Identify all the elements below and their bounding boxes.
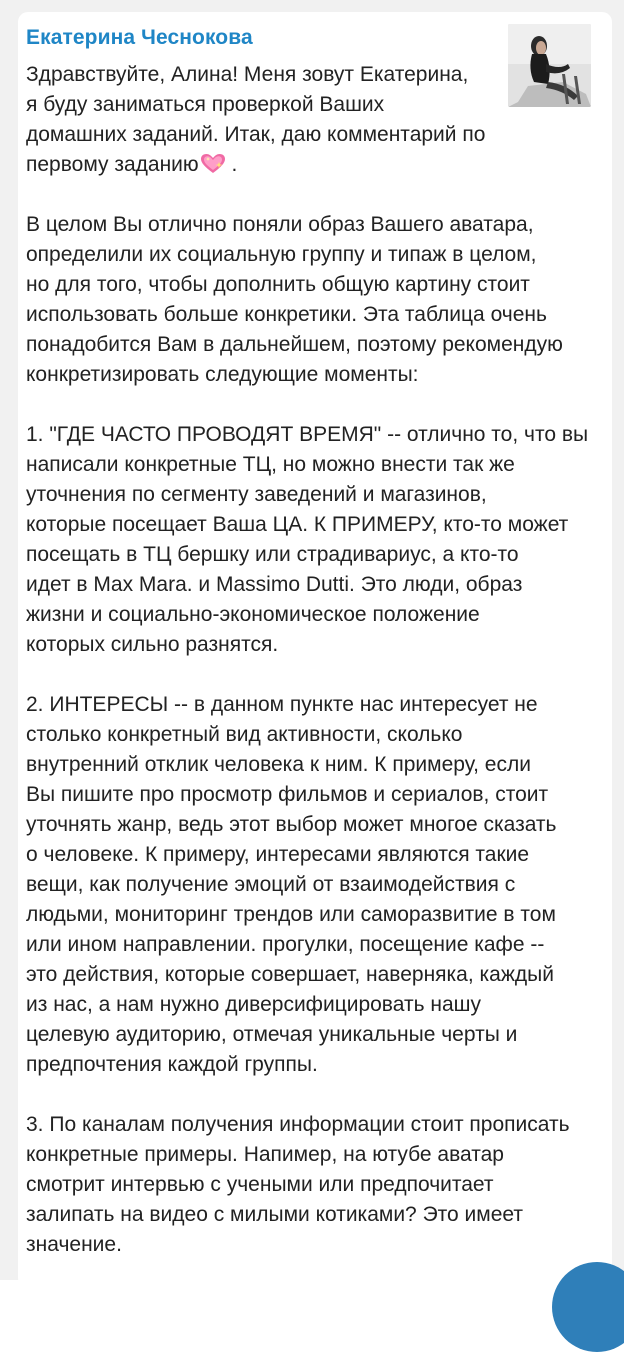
message-line: использовать больше конкретики. Эта таблица очень xyxy=(26,303,547,326)
message-line: смотрит интервью с учеными или предпочитает xyxy=(26,1173,494,1196)
message-line: залипать на видео с милыми котиками? Это имеет xyxy=(26,1203,524,1226)
message-line: Вы пишите про просмотр фильмов и сериалов, стоит xyxy=(26,783,549,806)
message-line: конкретизировать следующие моменты: xyxy=(26,363,419,386)
message-line: столько конкретный вид активности, сколько xyxy=(26,723,463,746)
message-line: это действия, которые совершает, наверняка, каждый xyxy=(26,963,554,986)
message-line: посещать в ТЦ бершку или страдивариус, а кто-то xyxy=(26,543,519,566)
message-line: 3. По каналам получения информации стоит прописать xyxy=(26,1113,570,1136)
sparkling-heart-icon xyxy=(200,153,226,175)
message-line: В целом Вы отлично поняли образ Вашего аватара, xyxy=(26,213,534,236)
message-line: уточнять жанр, ведь этот выбор может многое сказать xyxy=(26,813,557,836)
message-line: конкретные примеры. Напимер, на ютубе аватар xyxy=(26,1143,504,1166)
message-line: внутренний отклик человека к ним. К примеру, если xyxy=(26,753,531,776)
message-line: написали конкретные ТЦ, но можно внести так же xyxy=(26,453,515,476)
message-line: которые посещает Ваша ЦА. К ПРИМЕРУ, кто-то может xyxy=(26,513,569,536)
message-text xyxy=(26,60,608,1290)
message-paragraph xyxy=(26,60,608,180)
message-line-trailing: . xyxy=(225,153,238,176)
message-line: домашних заданий. Итак, даю комментарий по xyxy=(26,123,486,146)
message-paragraph xyxy=(26,420,608,660)
message-line-text: первому заданию xyxy=(26,153,199,176)
message-line: Здравствуйте, Алина! Меня зовут Екатерина, xyxy=(26,63,469,86)
message-paragraph xyxy=(26,690,608,1080)
message-line: значение. xyxy=(26,1233,122,1256)
message-paragraph xyxy=(26,210,608,390)
message-line: которых сильно разнятся. xyxy=(26,633,279,656)
message-line: определили их социальную группу и типаж в целом, xyxy=(26,243,537,266)
message-line: 2. ИНТЕРЕСЫ -- в данном пункте нас интересует не xyxy=(26,693,538,716)
message-paragraph xyxy=(26,1110,608,1260)
message-line: вещи, как получение эмоций от взаимодействия с xyxy=(26,873,516,896)
message-line: предпочтения каждой группы. xyxy=(26,1053,318,1076)
message-line: целевую аудиторию, отмечая уникальные черты и xyxy=(26,1023,518,1046)
message-line: я буду заниматься проверкой Ваших xyxy=(26,93,385,116)
message-line: идет в Max Mara. и Massimo Dutti. Это люди, образ xyxy=(26,573,523,596)
message-line: о человеке. К примеру, интересами являются такие xyxy=(26,843,530,866)
message-line-with-emoji xyxy=(26,150,608,180)
message-line: 1. "ГДЕ ЧАСТО ПРОВОДЯТ ВРЕМЯ" -- отлично то, что вы xyxy=(26,423,589,446)
message-line: понадобится Вам в дальнейшем, поэтому рекомендую xyxy=(26,333,563,356)
message-line: людьми, мониторинг трендов или саморазвитие в том xyxy=(26,903,556,926)
message-line: уточнения по сегменту заведений и магазинов, xyxy=(26,483,487,506)
message-line: или ином направлении. прогулки, посещение кафе -- xyxy=(26,933,545,956)
message-line: жизни и социально-экономическое положение xyxy=(26,603,480,626)
message-line: но для того, чтобы дополнить общую картину стоит xyxy=(26,273,530,296)
sender-name[interactable]: Екатерина Чеснокова xyxy=(26,26,253,49)
message-line: из нас, а нам нужно диверсифицировать нашу xyxy=(26,993,481,1016)
